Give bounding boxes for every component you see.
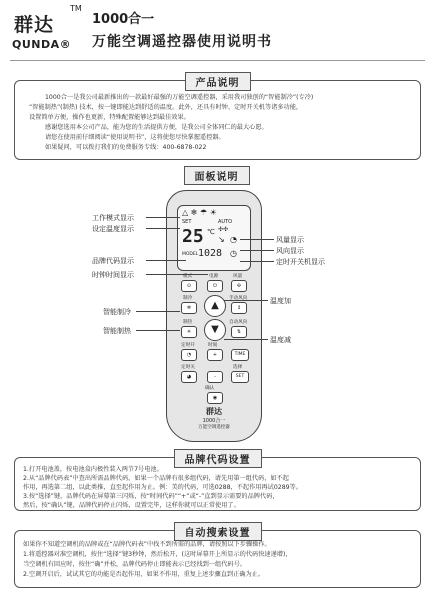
auto-mode-icon: △ bbox=[182, 208, 189, 217]
auto-search-section-title: 自动搜索设置 bbox=[174, 522, 262, 541]
dry-drop-icon: ☂ bbox=[199, 208, 208, 217]
remote-subtitle: 万能空调遥控器 bbox=[198, 425, 230, 430]
callout-brand-code: 品牌代码显示 bbox=[92, 257, 134, 265]
heat-sun-icon: ☀ bbox=[209, 208, 217, 217]
callout-timer: 定时开关机显示 bbox=[276, 258, 325, 266]
brand-code-line: 然后，按“确认”键，品牌代码停止闪烁，设置完毕，这样你就可以正常使用了。 bbox=[23, 502, 240, 509]
brand-code-line: 1.打开电池盖，按电池盒内极性装入两节7号电池。 bbox=[23, 466, 163, 473]
brand-code-readout: 1028 bbox=[198, 248, 223, 259]
auto-search-line: 1.将遥控器对准空调机，按住“选择”键3秒钟，然后松开，(这时屏幕开上所显示的代码快速递增)， bbox=[23, 551, 292, 558]
manual-swing-button[interactable]: ↕ bbox=[231, 302, 247, 314]
product-line: 感谢您选用本公司产品，能为您的生活提供方便，是我公司全体同仁的最大心愿。 bbox=[45, 124, 268, 131]
remote-control bbox=[166, 190, 262, 442]
callout-clock: 时钟时间显示 bbox=[92, 271, 134, 279]
callout-line bbox=[146, 274, 208, 275]
callout-temp-display: 设定温度显示 bbox=[92, 225, 134, 233]
mode-button-label: 模式 bbox=[183, 274, 193, 279]
auto-search-line: 2.空调开启后，试试其它的功能是否起作用，如果不作用，重复上述步骤直到正确为止。 bbox=[23, 571, 265, 578]
header bbox=[0, 0, 435, 70]
panel-section-title: 面板说明 bbox=[184, 166, 250, 185]
remote-model: 1000合一 bbox=[202, 418, 226, 424]
title-line1: 1000合一 bbox=[92, 12, 155, 27]
select-label: 选择 bbox=[233, 365, 243, 370]
minus-button[interactable]: - bbox=[207, 371, 223, 383]
time-label: 时间 bbox=[208, 343, 218, 348]
fan-button-label: 风量 bbox=[233, 274, 243, 279]
heat-button-label: 制热 bbox=[183, 320, 193, 325]
callout-line bbox=[146, 217, 180, 218]
brand-logo-en: QUNDA® bbox=[12, 38, 72, 51]
swing-icon: ↘ bbox=[218, 235, 225, 244]
product-line: 请您在使用前仔细阅读“使用说明书”，这将使您尽快掌握遥控器。 bbox=[45, 134, 225, 141]
confirm-label: 确认 bbox=[205, 386, 215, 391]
model-label: MODEL bbox=[182, 252, 199, 257]
callout-line bbox=[146, 260, 186, 261]
power-button-label: 电源 bbox=[209, 274, 219, 279]
product-line: 1000合一是我公司最新推出的一款最好最强的万能空调遥控器，采用我司独创的“智能制冷”(专冷) bbox=[45, 94, 314, 101]
callout-line bbox=[240, 261, 274, 262]
product-section bbox=[14, 80, 421, 160]
auto-swing-button[interactable]: ⇅ bbox=[231, 326, 247, 338]
brand-code-section-title: 品牌代码设置 bbox=[174, 449, 262, 468]
callout-line bbox=[224, 339, 268, 340]
fan-icon: ✣✣ bbox=[218, 226, 229, 233]
auto-search-line: 当空调机有回应时，按住“确”并松，品牌代码停止即能表示已经找到一组代码号。 bbox=[23, 561, 246, 568]
callout-line bbox=[240, 250, 274, 251]
auto-swing-label: 自动风向 bbox=[229, 320, 248, 325]
mode-icons bbox=[182, 208, 217, 217]
callout-fan-speed: 风量显示 bbox=[276, 236, 304, 244]
title-line2: 万能空调遥控器使用说明书 bbox=[92, 34, 272, 50]
callout-line bbox=[240, 239, 274, 240]
smart-cool-button[interactable]: ❄ bbox=[181, 302, 197, 314]
callout-mode-display: 工作模式显示 bbox=[92, 214, 134, 222]
brand-code-line: 3.按“选择”键，品牌代码在屏幕第三闪烁，按“时间代码”“+”或“-”直到显示需要的品牌代码， bbox=[23, 493, 279, 500]
set-label: SET bbox=[182, 219, 192, 225]
auto-label: AUTO bbox=[218, 219, 233, 225]
timer-off-label: 定时关 bbox=[181, 365, 195, 370]
confirm-button[interactable]: ◉ bbox=[207, 392, 223, 404]
power-button[interactable]: ⏻ bbox=[207, 280, 223, 292]
temp-down-button[interactable]: ▼ bbox=[204, 319, 226, 341]
callout-fan-direction: 风向显示 bbox=[276, 247, 304, 255]
callout-smart-heat: 智能制热 bbox=[103, 327, 131, 335]
timer-on-label: 定时开 bbox=[181, 343, 195, 348]
callout-temp-up: 温度加 bbox=[270, 297, 291, 305]
set-temperature: 25 bbox=[182, 226, 204, 247]
product-section-title: 产品说明 bbox=[185, 72, 251, 91]
time-button[interactable]: TIME bbox=[231, 349, 249, 361]
brand-code-line: 作用，再选第二组，以此类推，直至起作用为止。例：美的代码，可选0288，不起作用再试0289等。 bbox=[23, 484, 302, 491]
remote-brand: 群达 bbox=[206, 407, 222, 416]
cool-snowflake-icon: ❄ bbox=[190, 208, 198, 217]
temp-up-button[interactable]: ▲ bbox=[204, 295, 226, 317]
product-line: 如果疑问，可以拨打我们的免费服务专线：400-6878-022 bbox=[45, 144, 207, 151]
brand-code-section bbox=[14, 457, 421, 511]
auto-search-line: 如果你不知道空调机的品牌或在“品牌代码表”中找不到所需的品牌，请按照以下步骤操作。 bbox=[23, 541, 271, 548]
temp-unit: ℃ bbox=[207, 228, 215, 236]
callout-temp-down: 温度减 bbox=[270, 336, 291, 344]
product-line: “智能制热”(制热) 技术，按一键即能达到舒适的温度。此外，还具有时钟、定时开关机等诸多功能， bbox=[29, 104, 303, 111]
smart-heat-button[interactable]: ☀ bbox=[181, 326, 197, 338]
timer-icon: ◔ bbox=[230, 235, 237, 244]
callout-line bbox=[136, 330, 180, 331]
trademark-mark: TM bbox=[70, 4, 82, 13]
plus-button[interactable]: + bbox=[207, 349, 223, 361]
header-divider bbox=[10, 60, 425, 61]
brand-logo-cn: 群达 bbox=[14, 14, 55, 36]
set-button[interactable]: SET bbox=[231, 371, 249, 383]
auto-search-section bbox=[14, 530, 421, 588]
swing-button-label: 手动风向 bbox=[229, 296, 248, 301]
callout-line bbox=[224, 300, 268, 301]
mode-button[interactable]: ⊙ bbox=[181, 280, 197, 292]
callout-line bbox=[136, 311, 180, 312]
callout-smart-cool: 智能制冷 bbox=[103, 308, 131, 316]
brand-code-line: 2.从“品牌代码表”中查出所需品牌代码，如果一个品牌有很多组代码，请先用第一组代码，如不起 bbox=[23, 475, 289, 482]
fan-speed-button[interactable]: ✣ bbox=[231, 280, 247, 292]
clock-icon: ◷ bbox=[230, 249, 237, 258]
product-line: 设置简单方便，操作也更新，特殊配置能够达到最佳效果。 bbox=[29, 114, 190, 121]
timer-on-button[interactable]: ◔ bbox=[181, 349, 197, 361]
timer-off-button[interactable]: ◕ bbox=[181, 371, 197, 383]
callout-line bbox=[146, 228, 180, 229]
cool-button-label: 制冷 bbox=[183, 296, 193, 301]
